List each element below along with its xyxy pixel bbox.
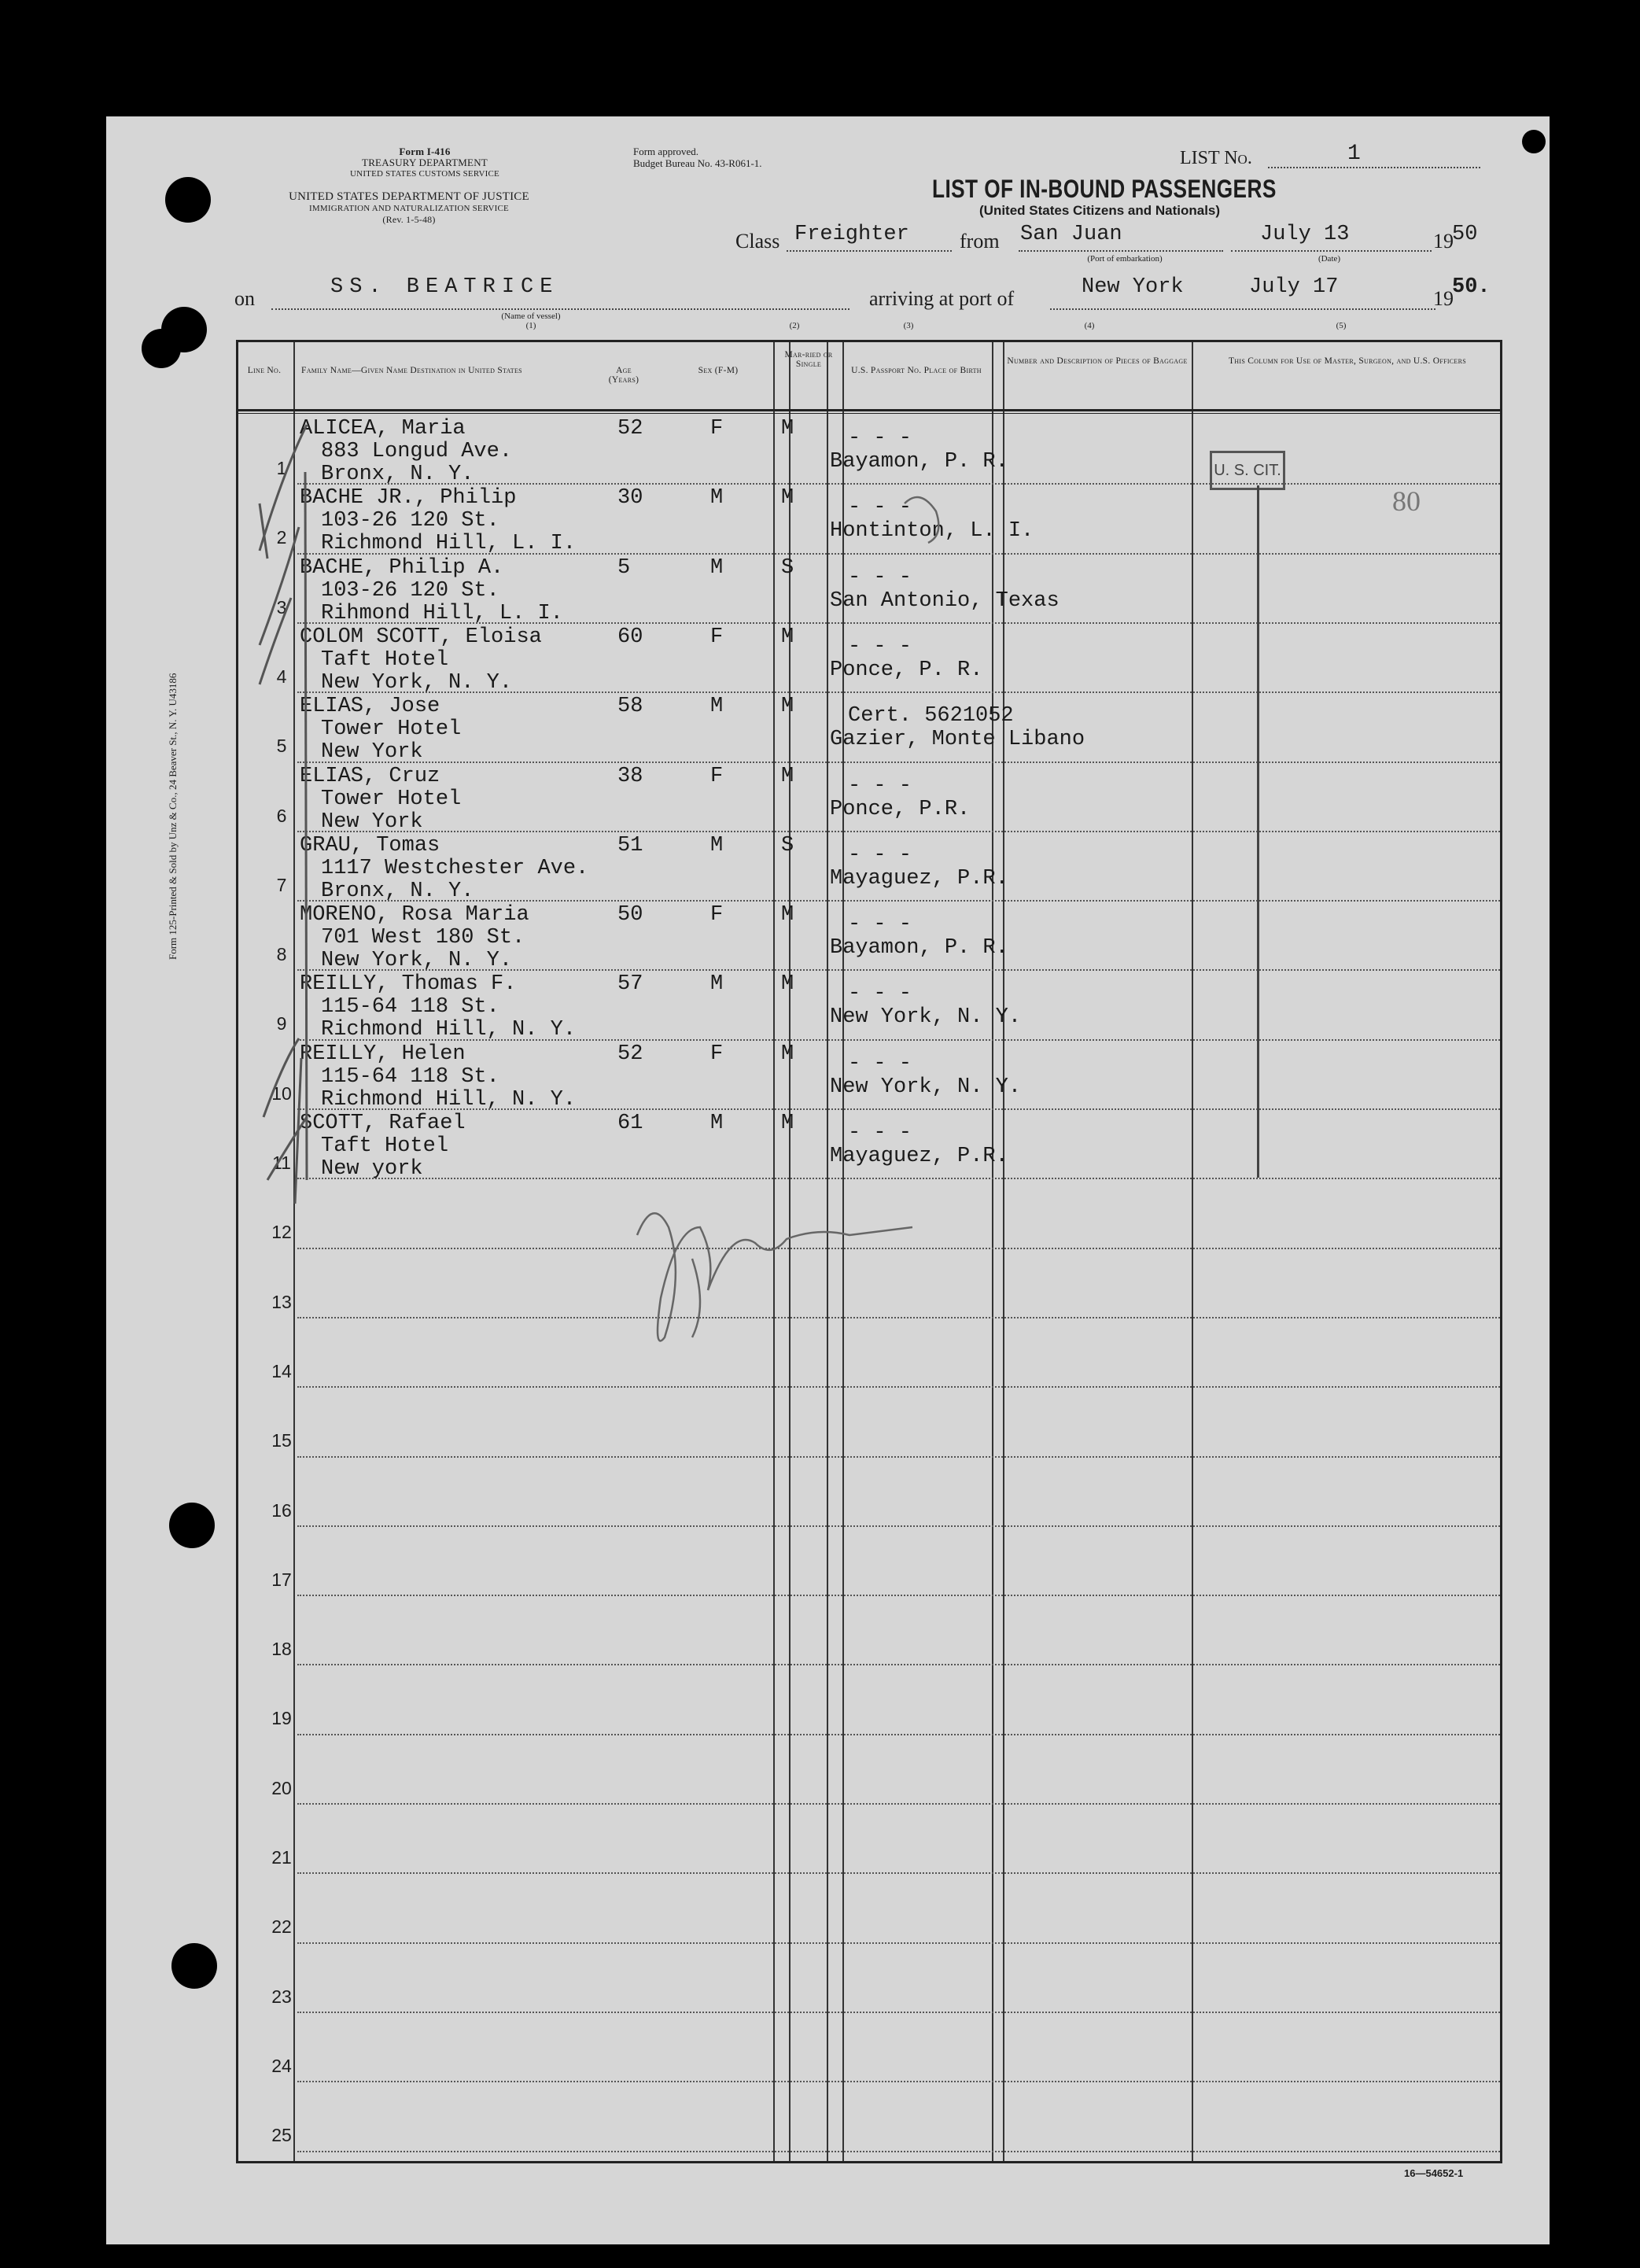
passenger-sex: M bbox=[710, 695, 724, 719]
line-number: 12 bbox=[271, 1222, 292, 1243]
passenger-sex: M bbox=[710, 555, 724, 580]
place-of-birth: Bayamon, P. R. bbox=[830, 936, 1008, 961]
passenger-city: New York, N. Y. bbox=[321, 670, 513, 695]
passenger-name: BACHE JR., Philip bbox=[300, 486, 517, 511]
check-mark bbox=[260, 598, 291, 684]
passport-number: - - - bbox=[848, 1121, 912, 1145]
passenger-address: 883 Longud Ave. bbox=[321, 440, 513, 463]
name-strike bbox=[305, 472, 307, 1180]
passenger-sex: F bbox=[710, 764, 724, 788]
vessel-name: SS. BEATRICE bbox=[330, 275, 559, 299]
margin-note: 80 bbox=[1392, 485, 1421, 517]
passenger-city: Rihmond Hill, L. I. bbox=[321, 601, 563, 625]
vessel-caption: (Name of vessel) bbox=[501, 312, 561, 321]
col2-number: (2) bbox=[789, 321, 800, 330]
col5-number: (5) bbox=[1336, 321, 1347, 330]
line-number: 18 bbox=[271, 1639, 292, 1660]
justice-dept: UNITED STATES DEPARTMENT OF JUSTICE bbox=[289, 190, 529, 203]
passenger-sex: F bbox=[710, 417, 724, 441]
passenger-name: COLOM SCOTT, Eloisa bbox=[300, 625, 542, 649]
line-number: 15 bbox=[271, 1430, 292, 1451]
passenger-age: 38 bbox=[617, 764, 643, 788]
passenger-city: New York, N. Y. bbox=[321, 949, 513, 973]
place-of-birth: Hontinton, L. I. bbox=[830, 519, 1034, 544]
passenger-marital-status: S bbox=[781, 833, 794, 857]
treasury-dept: TREASURY DEPARTMENT bbox=[362, 157, 488, 168]
col4-number: (4) bbox=[1084, 321, 1095, 330]
passenger-sex: F bbox=[710, 903, 724, 927]
passenger-sex: M bbox=[710, 972, 724, 997]
passenger-address: 115-64 118 St. bbox=[321, 1064, 499, 1089]
passenger-age: 30 bbox=[617, 486, 643, 511]
header-name: Family Name—Given Name Destination in United States bbox=[301, 366, 522, 375]
passport-number: Cert. 5621052 bbox=[848, 704, 1014, 728]
passenger-marital-status: M bbox=[781, 764, 794, 788]
passport-number: - - - bbox=[848, 496, 912, 520]
passenger-address: 1117 Westchester Ave. bbox=[321, 856, 589, 880]
signature-stroke bbox=[637, 1213, 912, 1341]
passenger-age: 50 bbox=[617, 903, 643, 927]
header-sex: Sex (F-M) bbox=[698, 366, 739, 375]
passenger-marital-status: M bbox=[781, 1112, 794, 1135]
line-number: 22 bbox=[271, 1916, 292, 1938]
passenger-address: Taft Hotel bbox=[321, 1134, 449, 1158]
passenger-age: 51 bbox=[617, 833, 643, 857]
passenger-name: ELIAS, Jose bbox=[300, 695, 440, 719]
line-number: 23 bbox=[271, 1986, 292, 2007]
line-number: 16 bbox=[271, 1499, 292, 1521]
passenger-name: SCOTT, Rafael bbox=[300, 1112, 466, 1135]
check-mark bbox=[267, 1117, 307, 1180]
passenger-name: GRAU, Tomas bbox=[300, 833, 440, 857]
arriving-label: arriving at port of bbox=[869, 287, 1015, 310]
arrival-year: 50. bbox=[1452, 275, 1491, 299]
place-of-birth: Ponce, P. R. bbox=[830, 658, 983, 682]
passport-number: - - - bbox=[848, 426, 912, 450]
from-label: from bbox=[960, 230, 1000, 253]
line-number: 1 bbox=[276, 458, 287, 478]
passenger-age: 61 bbox=[617, 1112, 643, 1135]
passenger-age: 52 bbox=[617, 417, 643, 441]
passenger-sex: F bbox=[710, 1042, 724, 1066]
passenger-address: 103-26 120 St. bbox=[321, 509, 499, 533]
line-number: 5 bbox=[276, 736, 287, 757]
line-number: 25 bbox=[271, 2125, 292, 2146]
place-of-birth: Mayaguez, P.R. bbox=[830, 866, 1008, 891]
passport-number: - - - bbox=[848, 913, 912, 937]
passenger-marital-status: M bbox=[781, 417, 794, 441]
passenger-name: ELIAS, Cruz bbox=[300, 764, 440, 788]
header-line-no: Line No. bbox=[247, 366, 282, 375]
arrival-date: July 17 bbox=[1249, 275, 1339, 299]
line-number: 6 bbox=[276, 805, 287, 826]
page-subtitle: (United States Citizens and Nationals) bbox=[979, 203, 1221, 218]
passenger-marital-status: M bbox=[781, 1042, 794, 1066]
form-number: Form I-416 bbox=[399, 146, 451, 157]
year-prefix: 19 bbox=[1433, 230, 1454, 253]
class-label: Class bbox=[735, 230, 780, 253]
budget-bureau: Budget Bureau No. 43-R061-1. bbox=[633, 157, 762, 169]
passenger-city: New York bbox=[321, 809, 423, 834]
passenger-address: 103-26 120 St. bbox=[321, 578, 499, 603]
passenger-city: Richmond Hill, N. Y. bbox=[321, 1018, 577, 1042]
check-mark bbox=[264, 1038, 299, 1117]
passenger-marital-status: M bbox=[781, 486, 794, 511]
line-number: 11 bbox=[272, 1152, 291, 1173]
line-number: 7 bbox=[276, 874, 287, 895]
line-number: 9 bbox=[276, 1013, 287, 1034]
us-citizen-stamp: U. S. CIT. bbox=[1210, 451, 1285, 490]
passenger-city: Bronx, N. Y. bbox=[321, 463, 474, 486]
header-baggage: Number and Description of Pieces of Baggage bbox=[1007, 356, 1188, 366]
place-of-birth: Ponce, P.R. bbox=[830, 797, 971, 821]
place-of-birth: Bayamon, P. R. bbox=[830, 450, 1008, 474]
line-number: 10 bbox=[271, 1082, 292, 1104]
header-age: Age (Years) bbox=[608, 366, 639, 385]
place-of-birth: New York, N. Y. bbox=[830, 1075, 1022, 1099]
passenger-name: BACHE, Philip A. bbox=[300, 555, 504, 580]
signature-stroke bbox=[692, 1259, 700, 1337]
passenger-name: REILLY, Helen bbox=[300, 1042, 466, 1066]
line-number: 8 bbox=[276, 944, 287, 965]
passenger-sex: F bbox=[710, 625, 724, 649]
revision: (Rev. 1-5-48) bbox=[382, 214, 436, 225]
passenger-sex: M bbox=[710, 833, 724, 857]
place-of-birth: San Antonio, Texas bbox=[830, 588, 1060, 613]
passport-number: - - - bbox=[848, 982, 912, 1006]
date-caption: (Date) bbox=[1318, 254, 1341, 264]
passenger-marital-status: M bbox=[781, 695, 794, 719]
list-no-value: 1 bbox=[1347, 142, 1361, 166]
passenger-age: 58 bbox=[617, 695, 643, 719]
name-strike bbox=[295, 1058, 301, 1204]
vessel-col-number: (1) bbox=[525, 321, 536, 330]
passport-number: - - - bbox=[848, 565, 912, 589]
passenger-address: 701 West 180 St. bbox=[321, 926, 525, 950]
passenger-address: Taft Hotel bbox=[321, 647, 449, 672]
class-value: Freighter bbox=[794, 223, 909, 246]
passenger-age: 57 bbox=[617, 972, 643, 997]
check-mark bbox=[260, 425, 307, 551]
passenger-marital-status: S bbox=[781, 555, 794, 580]
passenger-age: 52 bbox=[617, 1042, 643, 1066]
customs-service: UNITED STATES CUSTOMS SERVICE bbox=[350, 169, 499, 179]
signature-stroke bbox=[905, 497, 938, 543]
header-passport: U.S. Passport No. Place of Birth bbox=[851, 366, 982, 375]
line-number: 4 bbox=[276, 666, 287, 687]
header-officers: This Column for Use of Master, Surgeon, and U.S. Officers bbox=[1228, 356, 1467, 366]
line-number: 14 bbox=[271, 1360, 292, 1381]
embark-caption: (Port of embarkation) bbox=[1087, 254, 1163, 264]
line-number: 19 bbox=[271, 1708, 292, 1729]
place-of-birth: Mayaguez, P.R. bbox=[830, 1145, 1008, 1168]
list-no-label: LIST No. bbox=[1180, 148, 1252, 168]
passport-number: - - - bbox=[848, 773, 912, 798]
line-number: 3 bbox=[276, 596, 287, 618]
passenger-city: Richmond Hill, N. Y. bbox=[321, 1087, 577, 1112]
line-number: 17 bbox=[271, 1569, 292, 1590]
line-number: 2 bbox=[276, 527, 287, 548]
col3-number: (3) bbox=[903, 321, 914, 330]
passenger-address: Tower Hotel bbox=[321, 717, 462, 742]
year-prefix-2: 19 bbox=[1433, 287, 1454, 310]
line-number: 20 bbox=[271, 1777, 292, 1798]
passport-number: - - - bbox=[848, 1051, 912, 1075]
passenger-sex: M bbox=[710, 486, 724, 511]
passenger-marital-status: M bbox=[781, 903, 794, 927]
on-label: on bbox=[234, 287, 255, 310]
date-value: July 13 bbox=[1260, 223, 1350, 246]
place-of-birth: Gazier, Monte Libano bbox=[830, 728, 1085, 752]
printer-imprint: Form 125-Printed & Sold by Unz & Co., 24 Beaver St., N. Y. U43186 bbox=[167, 673, 179, 960]
passport-number: - - - bbox=[848, 634, 912, 658]
form-code: 16—54652-1 bbox=[1404, 2167, 1464, 2179]
passenger-age: 60 bbox=[617, 625, 643, 649]
header-married: Mar-ried or Single bbox=[784, 350, 833, 369]
place-of-birth: New York, N. Y. bbox=[830, 1005, 1022, 1030]
passenger-city: Richmond Hill, L. I. bbox=[321, 532, 577, 556]
line-number: 21 bbox=[271, 1847, 292, 1868]
page-title: LIST OF IN-BOUND PASSENGERS bbox=[932, 175, 1277, 203]
line-number: 13 bbox=[271, 1291, 292, 1312]
year-value: 50 bbox=[1452, 223, 1478, 246]
line-number: 24 bbox=[271, 2055, 292, 2076]
from-value: San Juan bbox=[1020, 223, 1122, 246]
passenger-address: 115-64 118 St. bbox=[321, 995, 499, 1020]
ins-service: IMMIGRATION AND NATURALIZATION SERVICE bbox=[309, 204, 509, 213]
passenger-city: New york bbox=[321, 1157, 423, 1181]
approval-note: Form approved. bbox=[633, 146, 699, 157]
arrival-port: New York bbox=[1082, 275, 1184, 299]
passenger-city: New York bbox=[321, 740, 423, 765]
passenger-age: 5 bbox=[617, 555, 631, 580]
passenger-city: Bronx, N. Y. bbox=[321, 879, 474, 903]
passenger-name: REILLY, Thomas F. bbox=[300, 972, 517, 997]
passenger-sex: M bbox=[710, 1112, 724, 1135]
passenger-name: MORENO, Rosa Maria bbox=[300, 903, 529, 927]
passenger-marital-status: M bbox=[781, 625, 794, 649]
passport-number: - - - bbox=[848, 843, 912, 867]
passenger-name: ALICEA, Maria bbox=[300, 417, 466, 441]
passenger-marital-status: M bbox=[781, 972, 794, 997]
passenger-address: Tower Hotel bbox=[321, 787, 462, 811]
